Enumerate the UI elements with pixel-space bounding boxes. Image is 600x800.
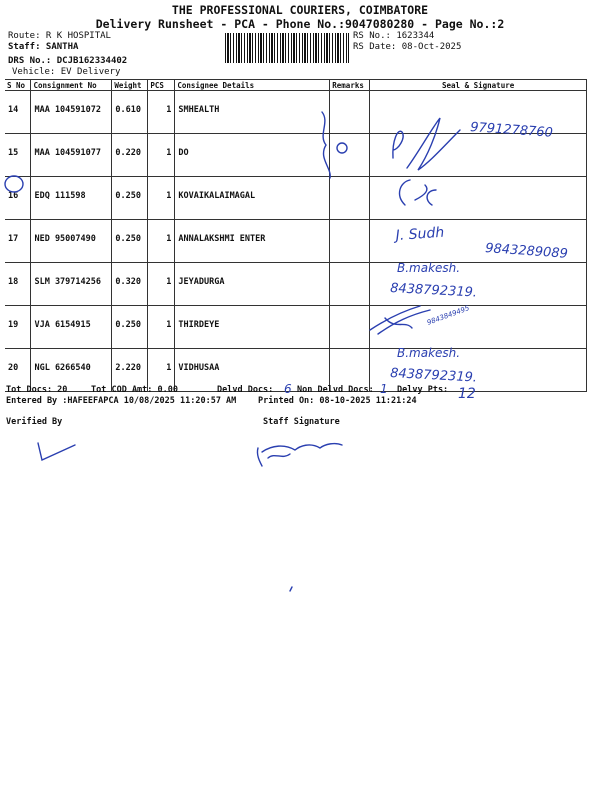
staff-signature-label: Staff Signature [263,417,340,427]
handwritten-phone: 9843849495 [425,304,471,327]
verified-signature [38,443,75,460]
cell-consignee: ANNALAKSHMI ENTER [175,220,330,263]
stray-mark [290,587,292,591]
handwritten-phone: 8438792319. [389,366,478,386]
cell-seal [370,91,587,134]
table-row [5,306,587,349]
cell-sno: 19 [5,306,31,349]
vehicle-label: Vehicle: EV Delivery [12,67,121,77]
printed-on: Printed On: 08-10-2025 11:21:24 [258,396,417,406]
route-label: Route: R K HOSPITAL [8,31,111,41]
handwritten-phone: 8438792319. [389,281,478,301]
cell-seal [370,263,587,306]
cell-remarks [330,306,370,349]
cell-consignee: VIDHUSAA [175,349,330,392]
col-sno: S No [5,80,31,91]
staff-signature [257,444,342,466]
cell-pcs: 1 [148,134,175,177]
cell-consignee: SMHEALTH [175,91,330,134]
cell-seal [370,177,587,220]
tot-cod-amt: Tot COD Amt: 0.00 [91,385,178,395]
cell-consignment: NED 95007490 [31,220,112,263]
cell-pcs: 1 [148,349,175,392]
cell-pcs: 1 [148,91,175,134]
cell-remarks [330,91,370,134]
table-row [5,177,587,220]
table-row [5,91,587,134]
handwritten-name: J. Sudh [395,224,445,244]
table-row [5,263,587,306]
col-seal: Seal & Signature [370,80,587,91]
cell-consignee: JEYADURGA [175,263,330,306]
verified-by-label: Verified By [6,417,63,427]
cell-pcs: 1 [148,220,175,263]
rs-date: RS Date: 08-Oct-2025 [353,42,462,52]
cell-weight: 0.250 [112,220,148,263]
handwritten-name: B.makesh. [397,261,461,275]
col-consignee: Consignee Details [175,80,330,91]
cell-sno: 16 [5,177,31,220]
cell-consignment: EDQ 111598 [31,177,112,220]
handwritten-non-delvd-count: 1 [380,382,388,396]
runsheet-table [5,79,587,392]
company-title: THE PROFESSIONAL COURIERS, COIMBATORE [171,3,429,17]
handwritten-phone: 9843289089 [484,241,569,262]
cell-weight: 2.220 [112,349,148,392]
cell-consignment: MAA 104591072 [31,91,112,134]
cell-pcs: 1 [148,177,175,220]
cell-consignment: NGL 6266540 [31,349,112,392]
table-row [5,220,587,263]
barcode [225,33,349,63]
cell-sno: 14 [5,91,31,134]
handwritten-delvy-pts: 12 [458,386,476,402]
drs-number: DRS No.: DCJB162334402 [8,56,128,66]
cell-weight: 0.610 [112,91,148,134]
handwritten-delvd-count: 6 [284,382,292,396]
cell-sno: 20 [5,349,31,392]
cell-pcs: 1 [148,306,175,349]
tot-docs: Tot Docs: 20 [6,385,68,395]
cell-sno: 17 [5,220,31,263]
handwritten-phone: 9791278760 [469,120,554,141]
cell-consignment: VJA 6154915 [31,306,112,349]
col-consignment: Consignment No [31,80,112,91]
handwritten-name: B.makesh. [397,346,461,360]
cell-consignee: KOVAIKALAIMAGAL [175,177,330,220]
cell-remarks [330,263,370,306]
cell-consignment: SLM 379714256 [31,263,112,306]
cell-remarks [330,134,370,177]
non-delvd-docs-label: Non Delvd Docs: [297,385,374,395]
cell-remarks [330,177,370,220]
cell-weight: 0.320 [112,263,148,306]
cell-sno: 15 [5,134,31,177]
staff-label: Staff: SANTHA [8,42,79,52]
cell-pcs: 1 [148,263,175,306]
cell-weight: 0.250 [112,177,148,220]
runsheet-subtitle: Delivery Runsheet - PCA - Phone No.:9047080280 - Page No.:2 [95,17,505,31]
col-weight: Weight [112,80,148,91]
cell-consignee: DO [175,134,330,177]
table-row [5,134,587,177]
col-pcs: PCS [148,80,175,91]
cell-weight: 0.250 [112,306,148,349]
delvd-docs-label: Delvd Docs: [217,385,274,395]
rs-number: RS No.: 1623344 [353,31,435,41]
delvy-pts-label: Delvy Pts: [397,385,449,395]
col-remarks: Remarks [330,80,370,91]
cell-seal [370,306,587,349]
table-header-row [5,80,587,91]
cell-weight: 0.220 [112,134,148,177]
entered-by: Entered By :HAFEEFAPCA 10/08/2025 11:20:57 AM [6,396,237,406]
cell-remarks [330,220,370,263]
cell-consignee: THIRDEYE [175,306,330,349]
cell-sno: 18 [5,263,31,306]
cell-seal [370,220,587,263]
cell-seal [370,134,587,177]
cell-consignment: MAA 104591077 [31,134,112,177]
